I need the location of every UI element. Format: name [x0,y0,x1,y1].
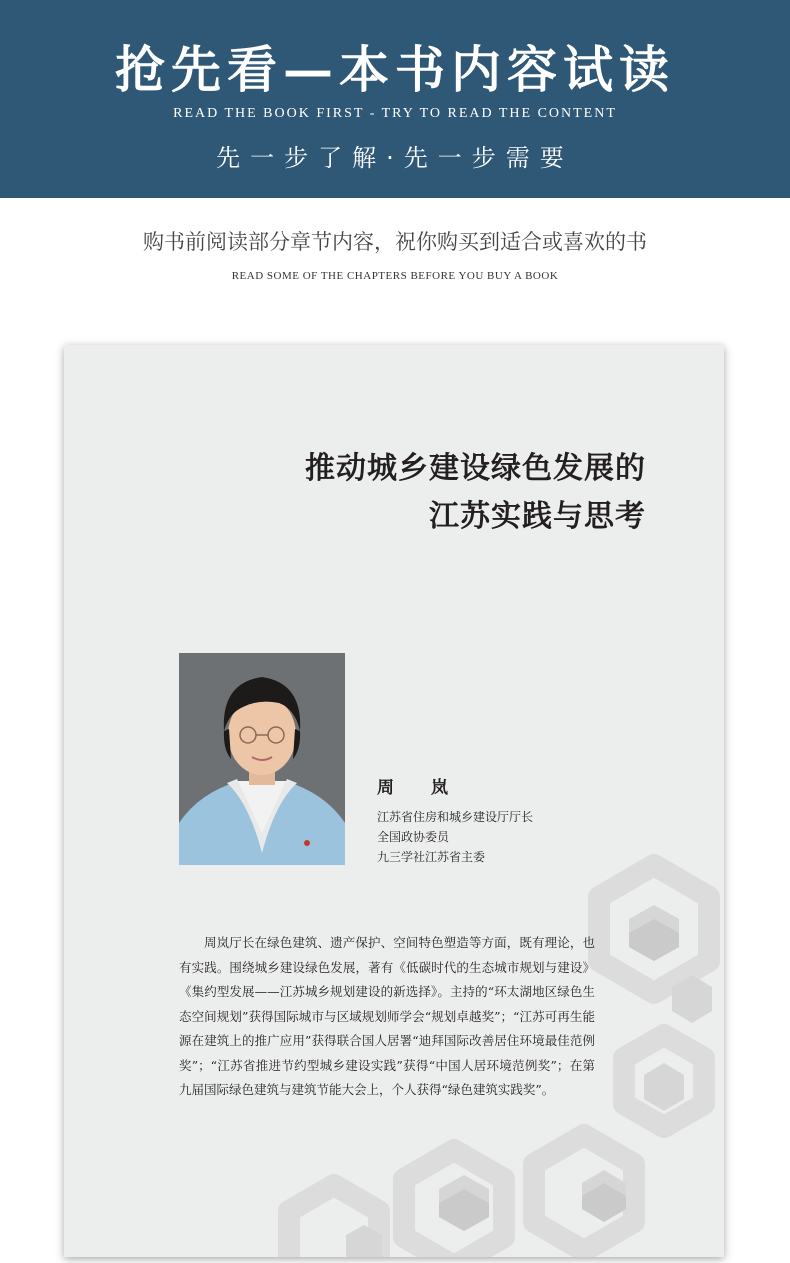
article-title-line-2: 江苏实践与思考 [429,499,646,534]
banner-subtitle-cn: 先一步了解·先一步需要 [216,144,574,172]
author-name: 周 岚 [377,778,458,798]
header-banner [0,0,790,198]
hexagon-pattern-decoration [64,345,724,1257]
article-title-line-1: 推动城乡建设绿色发展的 [305,451,646,486]
intro-text-cn: 购书前阅读部分章节内容，祝你购买到适合或喜欢的书 [143,230,647,254]
book-page-preview [64,345,724,1257]
author-title-line: 九三学社江苏省主委 [377,850,486,864]
author-bio-paragraph: 周岚厅长在绿色建筑、遗产保护、空间特色塑造等方面，既有理论，也有实践。围绕城乡建设绿色发展，著有《低碳时代的生态城市规划与建设》《集约型发展——江苏城乡规划建设的新选择》。主持的“环太湖地区绿色生态空间规划”获得国际城市与区域规划师学会“规划卓越奖”；“江苏可再生能源在建筑上的推广应用”获得联合国人居署“迪拜国际改善居住环境最佳范例奖”；“江苏省推进节约型城乡建设实践”获得“中国人居环境范例奖”；在第九届国际绿色建筑与建筑节能大会上，个人获得“绿色建筑实践奖”。 [179,935,595,1097]
author-title-line: 全国政协委员 [377,830,450,844]
author-title-line: 江苏省住房和城乡建设厅厅长 [377,810,534,824]
banner-subtitle-en: READ THE BOOK FIRST - TRY TO READ THE CONTENT [173,106,617,121]
intro-text-en: READ SOME OF THE CHAPTERS BEFORE YOU BUY A BOOK [231,270,559,282]
banner-title: 抢先看—本书内容试读 [115,40,675,99]
